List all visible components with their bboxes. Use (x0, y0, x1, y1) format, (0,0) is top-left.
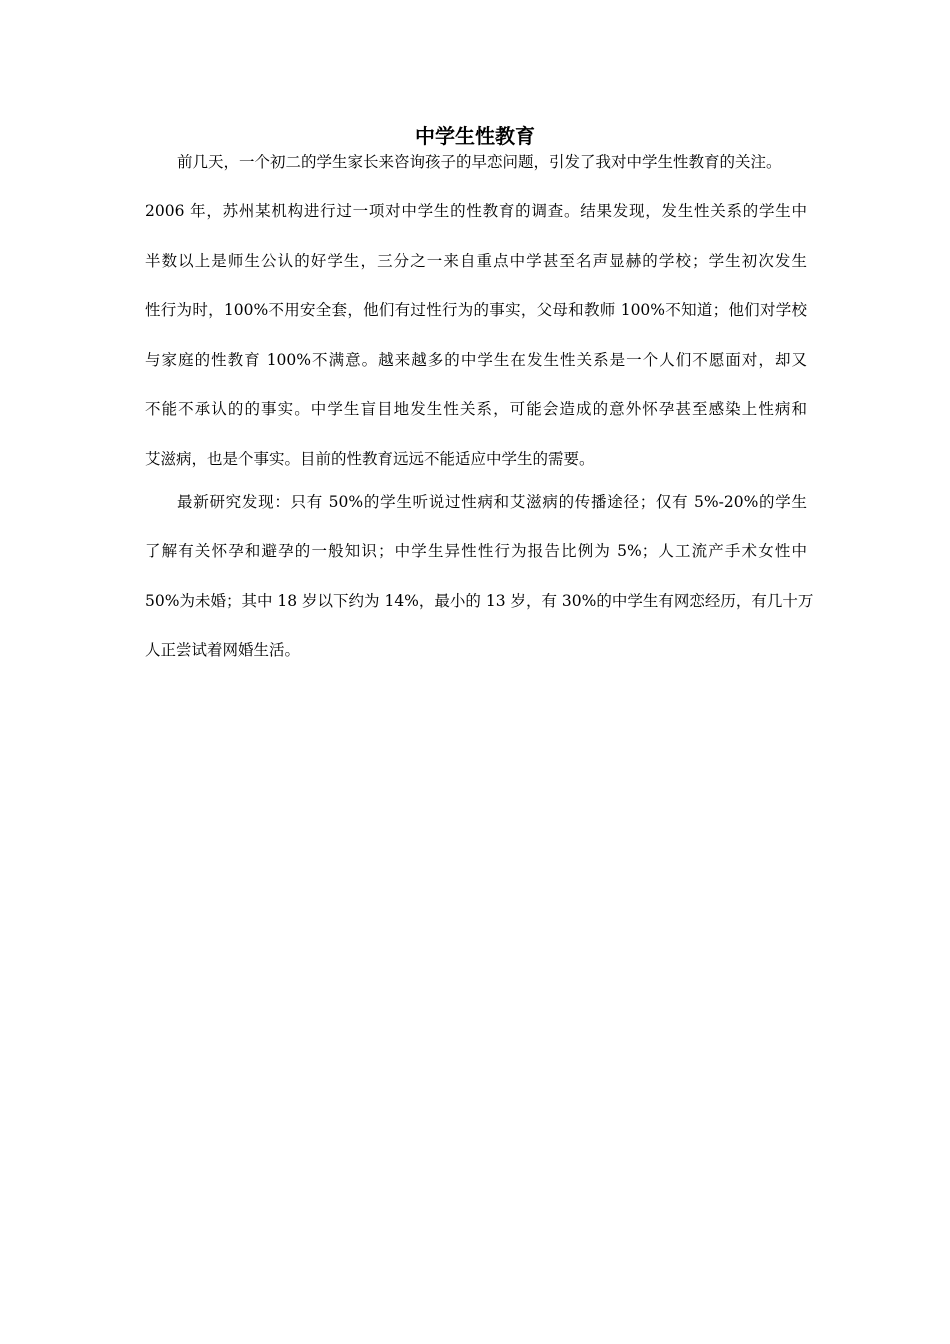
paragraph-1-line-7: 艾滋病，也是个事实。目前的性教育远远不能适应中学生的需要。 (145, 450, 595, 468)
paragraph-2-line-1: 最新研究发现：只有 50%的学生听说过性病和艾滋病的传播途径；仅有 5%-20%的学生 (177, 493, 807, 511)
paragraph-1-line-3: 半数以上是师生公认的好学生，三分之一来自重点中学甚至名声显赫的学校；学生初次发生 (145, 252, 807, 270)
paragraph-2-line-4: 人正尝试着网婚生活。 (145, 641, 301, 659)
paragraph-2-line-2: 了解有关怀孕和避孕的一般知识；中学生异性性行为报告比例为 5%；人工流产手术女性中 (145, 542, 807, 560)
document-title: 中学生性教育 (415, 124, 535, 148)
paragraph-1-line-6: 不能不承认的的事实。中学生盲目地发生性关系，可能会造成的意外怀孕甚至感染上性病和 (145, 400, 807, 418)
paragraph-1-line-4: 性行为时，100%不用安全套，他们有过性行为的事实，父母和教师 100%不知道；他们对学校 (145, 301, 807, 319)
paragraph-1-line-2: 2006 年，苏州某机构进行过一项对中学生的性教育的调查。结果发现，发生性关系的学生中 (145, 202, 807, 220)
paragraph-2-line-3: 50%为未婚；其中 18 岁以下约为 14%，最小的 13 岁，有 30%的中学生有网恋经历，有几十万 (145, 592, 814, 610)
paragraph-1-line-1: 前几天，一个初二的学生家长来咨询孩子的早恋问题，引发了我对中学生性教育的关注。 (177, 153, 782, 171)
paragraph-1-line-5: 与家庭的性教育 100%不满意。越来越多的中学生在发生性关系是一个人们不愿面对，却又 (145, 351, 807, 369)
